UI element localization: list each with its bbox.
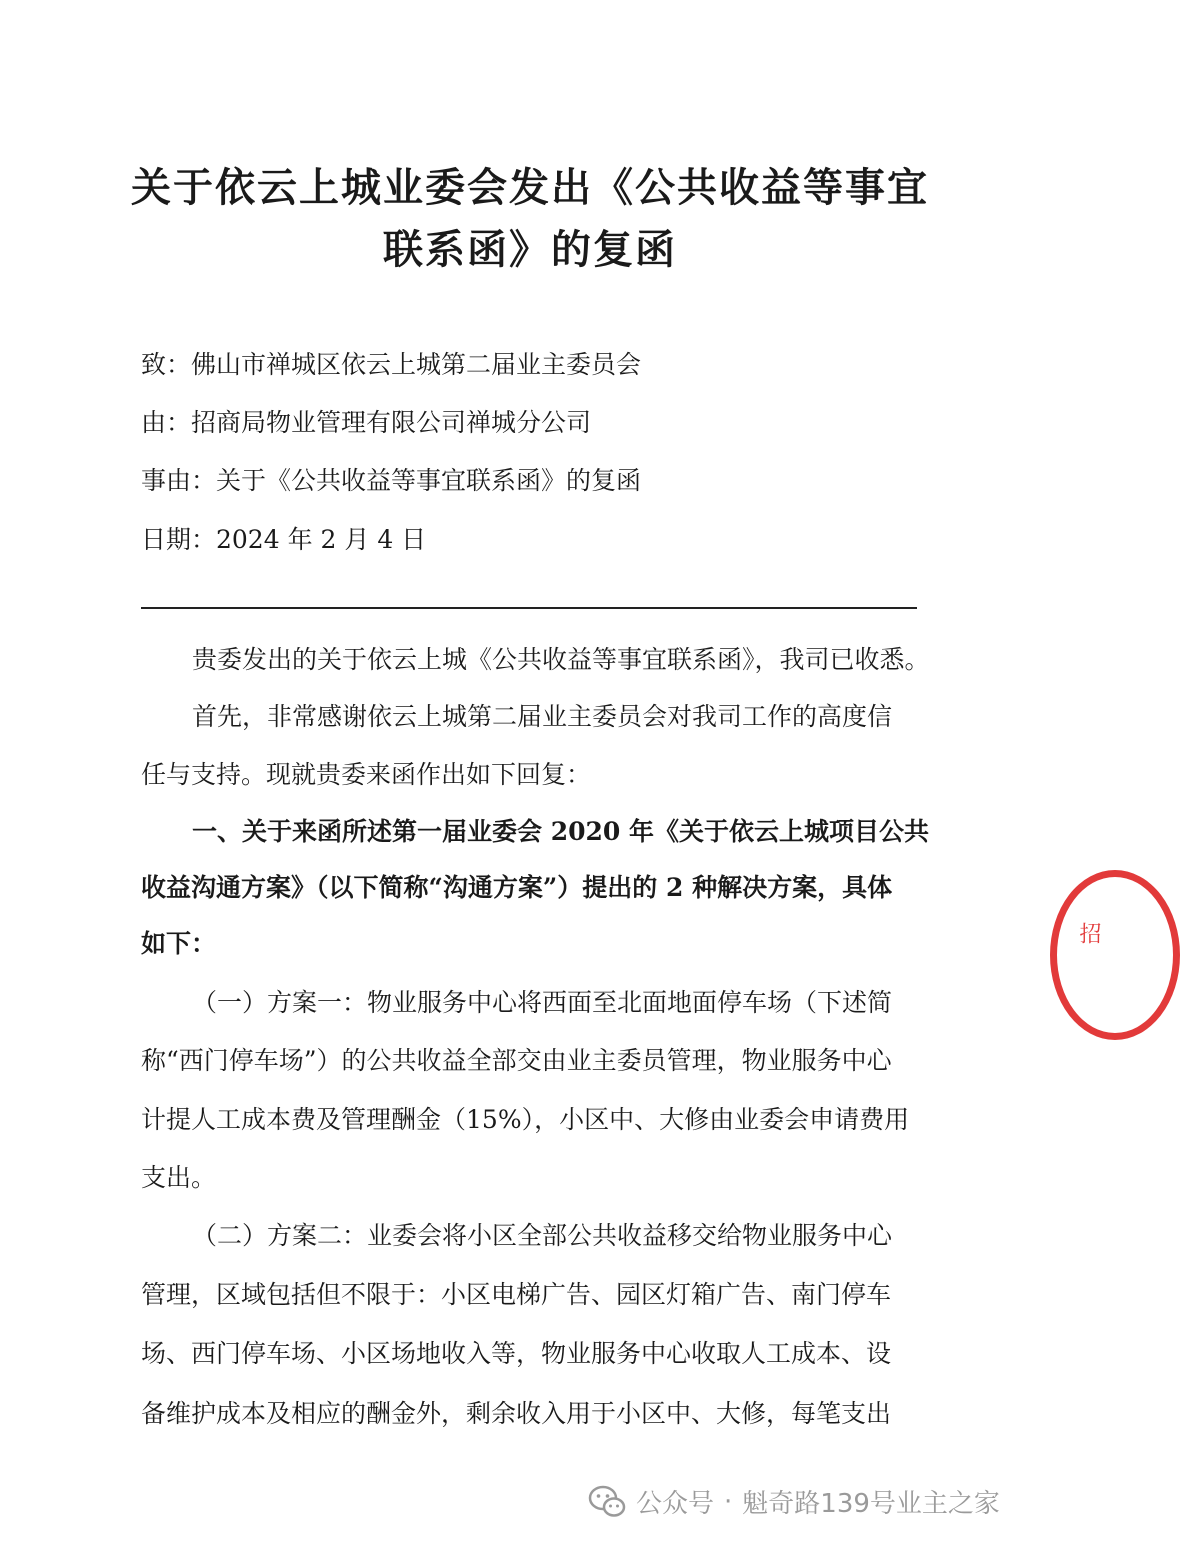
option-one-line-2: 称“西门停车场”）的公共收益全部交由业主委员管理，物业服务中心 <box>141 1046 892 1075</box>
option-two-line-3: 场、西门停车场、小区场地收入等，物业服务中心收取人工成本、设 <box>141 1339 892 1368</box>
option-one-line-1: （一）方案一：物业服务中心将西面至北面地面停车场（下述简 <box>192 988 893 1017</box>
recipient-line: 致：佛山市禅城区依云上城第二届业主委员会 <box>141 350 642 379</box>
seal-text: 招 <box>1076 922 1101 944</box>
wechat-watermark <box>588 1483 1000 1520</box>
section-heading-line-2: 收益沟通方案》（以下简称“沟通方案”）提出的 2 种解决方案，具体 <box>141 873 893 902</box>
option-two-line-2: 管理，区域包括但不限于：小区电梯广告、园区灯箱广告、南门停车 <box>141 1280 892 1309</box>
document-title-line-2: 联系函》的复函 <box>383 226 677 273</box>
paragraph-receipt: 贵委发出的关于依云上城《公共收益等事宜联系函》，我司已收悉。 <box>192 645 930 674</box>
watermark-prefix: 公众号 <box>636 1489 715 1519</box>
document-title-line-1: 关于依云上城业委会发出《公共收益等事宜 <box>131 164 929 211</box>
paragraph-thanks-line-1: 首先，非常感谢依云上城第二届业主委员会对我司工作的高度信 <box>192 702 893 731</box>
watermark-account-name: 魁奇路139号业主之家 <box>742 1489 1000 1519</box>
subject-line: 事由：关于《公共收益等事宜联系函》的复函 <box>141 466 642 495</box>
section-heading-line-1: 一、关于来函所述第一届业委会 2020 年《关于依云上城项目公共 <box>192 817 929 846</box>
section-heading-line-3: 如下： <box>141 929 217 958</box>
watermark-separator: · <box>724 1486 733 1517</box>
option-two-line-4: 备维护成本及相应的酬金外，剩余收入用于小区中、大修，每笔支出 <box>141 1399 892 1428</box>
sender-line: 由：招商局物业管理有限公司禅城分公司 <box>141 408 592 437</box>
option-two-line-1: （二）方案二：业委会将小区全部公共收益移交给物业服务中心 <box>192 1221 893 1250</box>
option-one-line-4: 支出。 <box>141 1163 217 1192</box>
date-line: 日期：2024 年 2 月 4 日 <box>141 525 427 554</box>
company-seal <box>1050 870 1180 1040</box>
paragraph-thanks-line-2: 任与支持。现就贵委来函作出如下回复： <box>141 760 592 789</box>
option-one-line-3: 计提人工成本费及管理酬金（15%），小区中、大修由业委会申请费用 <box>141 1105 910 1134</box>
header-divider <box>141 607 917 609</box>
wechat-icon <box>588 1485 626 1519</box>
